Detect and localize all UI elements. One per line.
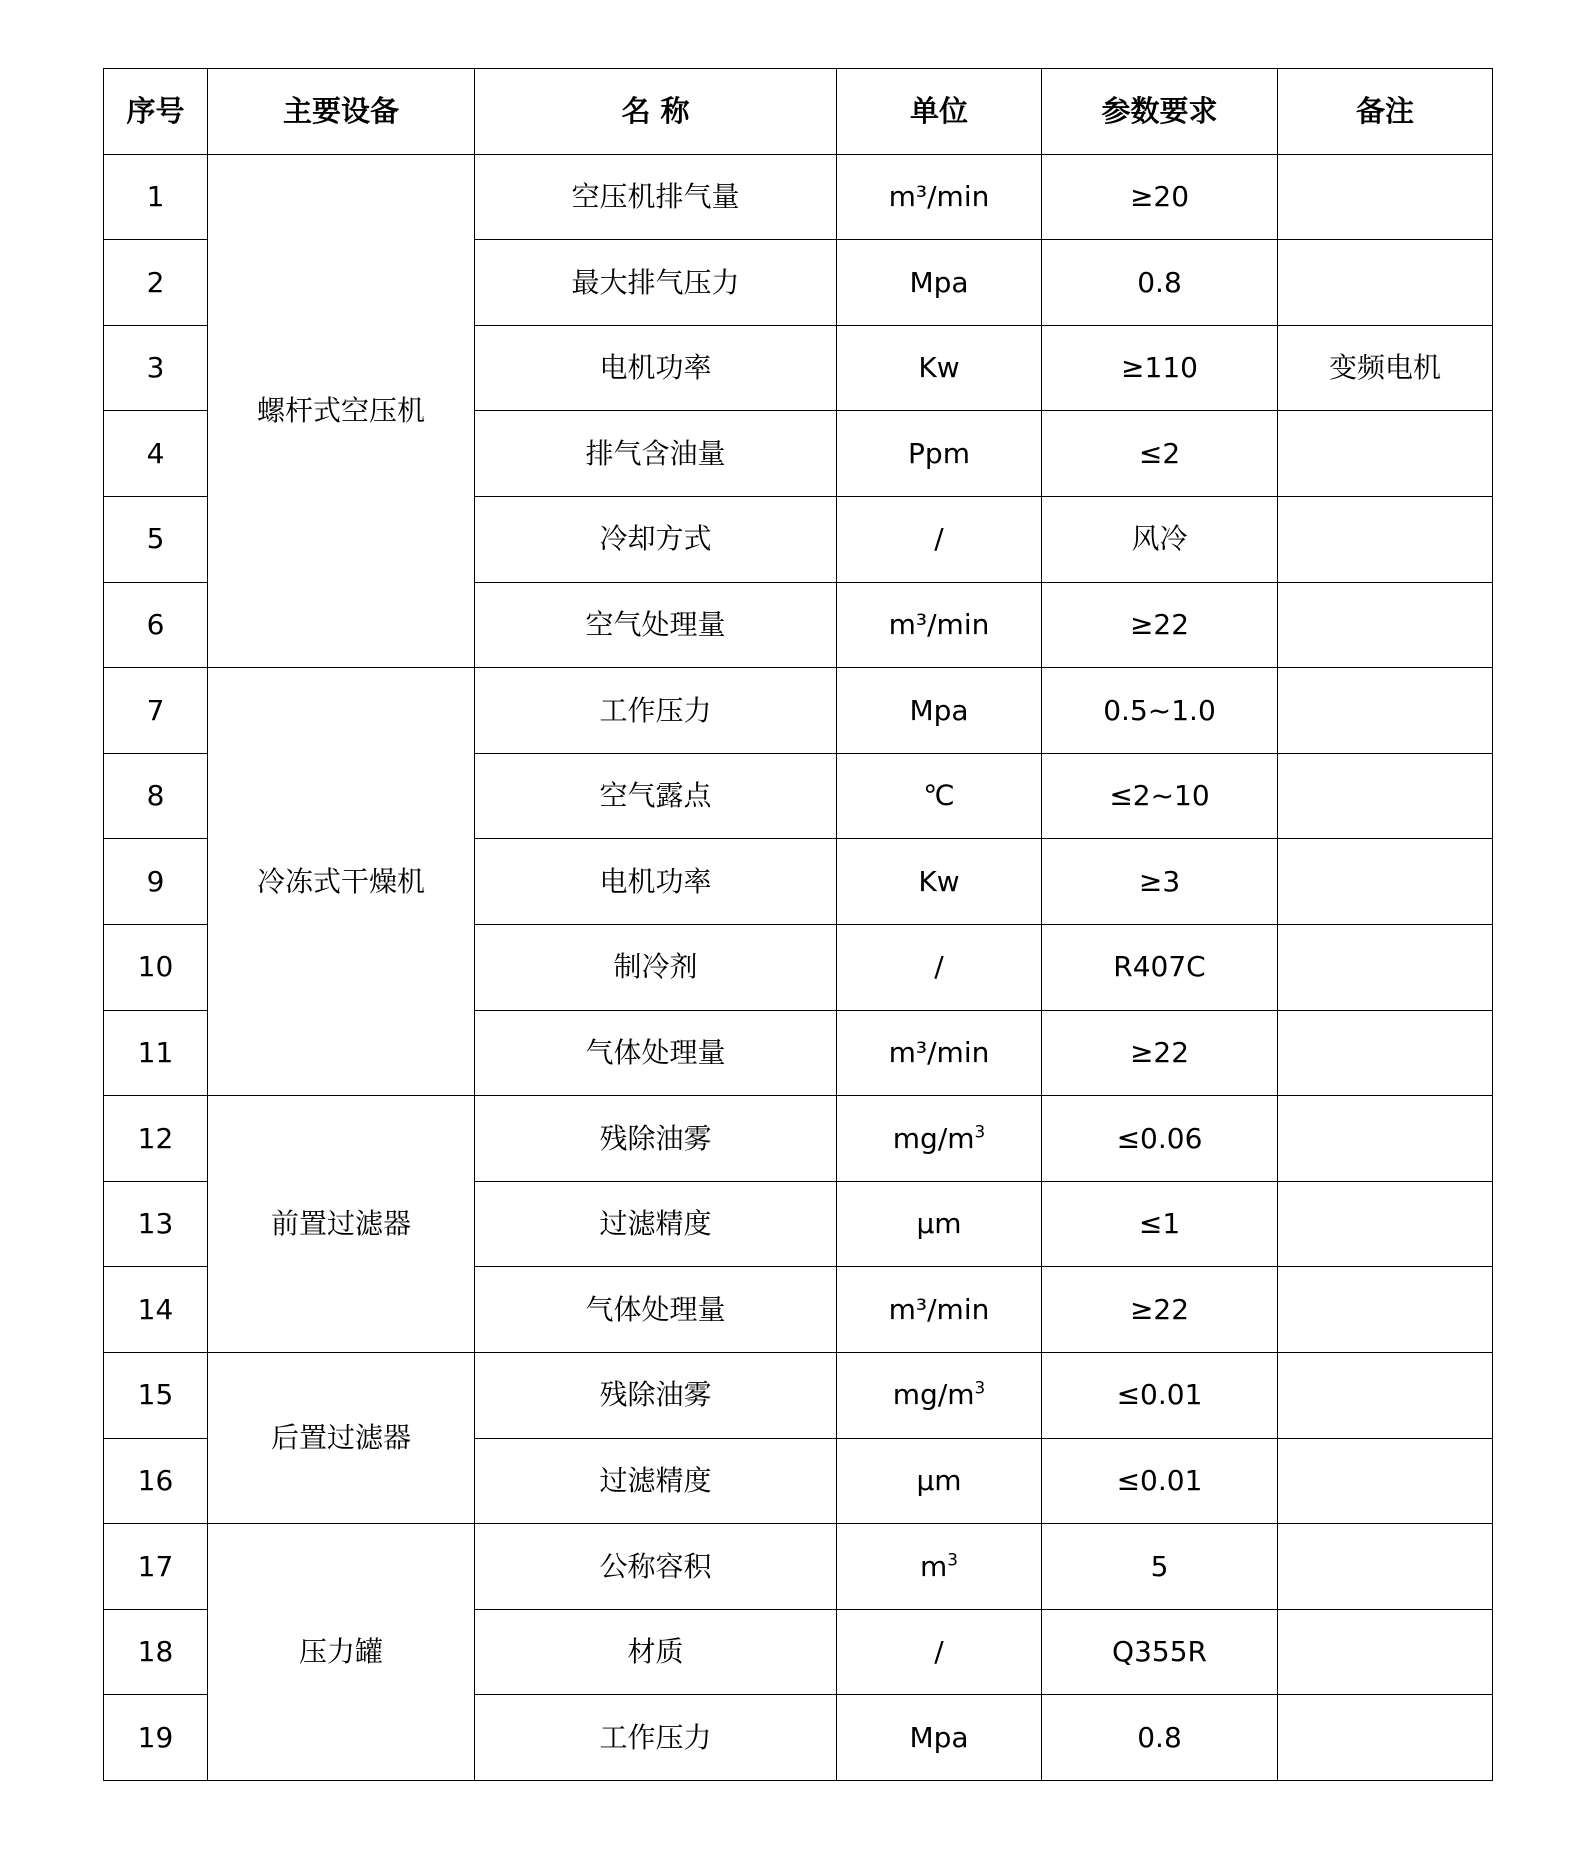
cell-parameter: ≥3 xyxy=(1042,839,1278,925)
cell-item-name: 空气处理量 xyxy=(475,582,837,668)
unit-text: / xyxy=(934,522,944,556)
table-body xyxy=(104,154,1493,1780)
cell-main-equipment: 压力罐 xyxy=(208,1524,475,1781)
cell-main-equipment: 螺杆式空压机 xyxy=(208,154,475,668)
unit-text: m³/min xyxy=(888,608,990,642)
cell-remarks xyxy=(1278,1267,1493,1353)
cell-unit xyxy=(837,668,1042,754)
cell-unit xyxy=(837,1267,1042,1353)
cell-unit xyxy=(837,1609,1042,1695)
cell-remarks xyxy=(1278,1609,1493,1695)
cell-parameter: ≤0.06 xyxy=(1042,1096,1278,1182)
unit-text: Kw xyxy=(918,351,960,385)
cell-serial-no: 1 xyxy=(104,154,208,240)
cell-serial-no: 13 xyxy=(104,1181,208,1267)
cell-parameter: ≤0.01 xyxy=(1042,1438,1278,1524)
cell-serial-no: 12 xyxy=(104,1096,208,1182)
cell-parameter: 0.5~1.0 xyxy=(1042,668,1278,754)
cell-remarks xyxy=(1278,1181,1493,1267)
cell-remarks xyxy=(1278,240,1493,326)
cell-item-name: 工作压力 xyxy=(475,668,837,754)
unit-text: / xyxy=(934,1635,944,1669)
header-unit: 单位 xyxy=(837,69,1042,155)
cell-parameter: ≤2~10 xyxy=(1042,753,1278,839)
cell-parameter: 风冷 xyxy=(1042,496,1278,582)
cell-unit xyxy=(837,924,1042,1010)
cell-item-name: 电机功率 xyxy=(475,325,837,411)
cell-item-name: 材质 xyxy=(475,1609,837,1695)
unit-text: ℃ xyxy=(923,779,955,813)
cell-serial-no: 5 xyxy=(104,496,208,582)
cell-serial-no: 17 xyxy=(104,1524,208,1610)
header-row xyxy=(104,69,1493,155)
cell-remarks xyxy=(1278,1524,1493,1610)
unit-text: Kw xyxy=(918,864,960,898)
unit-text: m xyxy=(920,1549,948,1583)
cell-unit xyxy=(837,411,1042,497)
unit-text: m³/min xyxy=(888,1292,990,1326)
cell-remarks xyxy=(1278,1010,1493,1096)
cell-unit xyxy=(837,1010,1042,1096)
table-row xyxy=(104,1352,1493,1438)
unit-text: Mpa xyxy=(909,265,969,299)
cell-unit xyxy=(837,240,1042,326)
cell-remarks xyxy=(1278,1695,1493,1781)
cell-serial-no: 9 xyxy=(104,839,208,925)
table-row xyxy=(104,668,1493,754)
cell-remarks xyxy=(1278,154,1493,240)
unit-text: / xyxy=(934,950,944,984)
header-parameter-requirement: 参数要求 xyxy=(1042,69,1278,155)
cell-unit xyxy=(837,1096,1042,1182)
cell-serial-no: 7 xyxy=(104,668,208,754)
cell-serial-no: 10 xyxy=(104,924,208,1010)
cell-remarks xyxy=(1278,924,1493,1010)
cell-main-equipment: 冷冻式干燥机 xyxy=(208,668,475,1096)
cell-item-name: 空气露点 xyxy=(475,753,837,839)
cell-unit xyxy=(837,1695,1042,1781)
cell-parameter: ≥22 xyxy=(1042,1010,1278,1096)
cell-parameter: ≥22 xyxy=(1042,1267,1278,1353)
cell-remarks xyxy=(1278,411,1493,497)
cell-serial-no: 18 xyxy=(104,1609,208,1695)
cell-parameter: R407C xyxy=(1042,924,1278,1010)
cell-item-name: 电机功率 xyxy=(475,839,837,925)
cell-serial-no: 3 xyxy=(104,325,208,411)
cell-item-name: 工作压力 xyxy=(475,1695,837,1781)
equipment-spec-table xyxy=(103,68,1493,1781)
cell-parameter: ≤0.01 xyxy=(1042,1352,1278,1438)
cell-unit xyxy=(837,582,1042,668)
cell-serial-no: 11 xyxy=(104,1010,208,1096)
cell-main-equipment: 前置过滤器 xyxy=(208,1096,475,1353)
cell-parameter: ≥22 xyxy=(1042,582,1278,668)
cell-item-name: 气体处理量 xyxy=(475,1010,837,1096)
unit-text: mg/m xyxy=(892,1121,975,1155)
cell-parameter: ≥110 xyxy=(1042,325,1278,411)
cell-unit xyxy=(837,325,1042,411)
table-row xyxy=(104,154,1493,240)
cell-remarks xyxy=(1278,1096,1493,1182)
cell-item-name: 残除油雾 xyxy=(475,1352,837,1438)
cell-remarks xyxy=(1278,753,1493,839)
cell-item-name: 最大排气压力 xyxy=(475,240,837,326)
cell-remarks xyxy=(1278,582,1493,668)
unit-text: m³/min xyxy=(888,180,990,214)
cell-serial-no: 14 xyxy=(104,1267,208,1353)
header-main-equipment: 主要设备 xyxy=(208,69,475,155)
cell-item-name: 空压机排气量 xyxy=(475,154,837,240)
cell-unit xyxy=(837,154,1042,240)
unit-text: Mpa xyxy=(909,693,969,727)
cell-serial-no: 4 xyxy=(104,411,208,497)
cell-remarks xyxy=(1278,1438,1493,1524)
cell-item-name: 公称容积 xyxy=(475,1524,837,1610)
cell-remarks xyxy=(1278,839,1493,925)
header-item-name: 名 称 xyxy=(475,69,837,155)
header-remarks: 备注 xyxy=(1278,69,1493,155)
cell-unit xyxy=(837,1352,1042,1438)
cell-unit xyxy=(837,1438,1042,1524)
unit-text: Ppm xyxy=(908,436,970,470)
table-header xyxy=(104,69,1493,155)
cell-item-name: 气体处理量 xyxy=(475,1267,837,1353)
cell-remarks: 变频电机 xyxy=(1278,325,1493,411)
unit-text: Mpa xyxy=(909,1720,969,1754)
cell-item-name: 排气含油量 xyxy=(475,411,837,497)
header-serial-no: 序号 xyxy=(104,69,208,155)
unit-text: μm xyxy=(916,1464,962,1497)
cell-parameter: 0.8 xyxy=(1042,1695,1278,1781)
cell-serial-no: 8 xyxy=(104,753,208,839)
cell-item-name: 冷却方式 xyxy=(475,496,837,582)
cell-unit xyxy=(837,1181,1042,1267)
unit-text: μm xyxy=(916,1207,962,1241)
cell-remarks xyxy=(1278,1352,1493,1438)
cell-remarks xyxy=(1278,496,1493,582)
cell-unit xyxy=(837,839,1042,925)
cell-item-name: 制冷剂 xyxy=(475,924,837,1010)
cell-parameter: 5 xyxy=(1042,1524,1278,1610)
cell-main-equipment: 后置过滤器 xyxy=(208,1352,475,1523)
unit-text: mg/m xyxy=(892,1378,975,1412)
cell-parameter: 0.8 xyxy=(1042,240,1278,326)
unit-superscript: 3 xyxy=(974,1121,986,1142)
table-row xyxy=(104,1524,1493,1610)
cell-serial-no: 15 xyxy=(104,1352,208,1438)
cell-item-name: 残除油雾 xyxy=(475,1096,837,1182)
table-row xyxy=(104,1096,1493,1182)
unit-text: m³/min xyxy=(888,1036,990,1070)
cell-unit xyxy=(837,1524,1042,1610)
cell-unit xyxy=(837,753,1042,839)
unit-superscript: 3 xyxy=(974,1378,986,1399)
cell-remarks xyxy=(1278,668,1493,754)
unit-superscript: 3 xyxy=(947,1549,958,1570)
cell-serial-no: 19 xyxy=(104,1695,208,1781)
cell-item-name: 过滤精度 xyxy=(475,1181,837,1267)
cell-serial-no: 6 xyxy=(104,582,208,668)
cell-parameter: ≤1 xyxy=(1042,1181,1278,1267)
cell-parameter: Q355R xyxy=(1042,1609,1278,1695)
cell-unit xyxy=(837,496,1042,582)
cell-item-name: 过滤精度 xyxy=(475,1438,837,1524)
cell-serial-no: 2 xyxy=(104,240,208,326)
cell-parameter: ≥20 xyxy=(1042,154,1278,240)
cell-serial-no: 16 xyxy=(104,1438,208,1524)
cell-parameter: ≤2 xyxy=(1042,411,1278,497)
